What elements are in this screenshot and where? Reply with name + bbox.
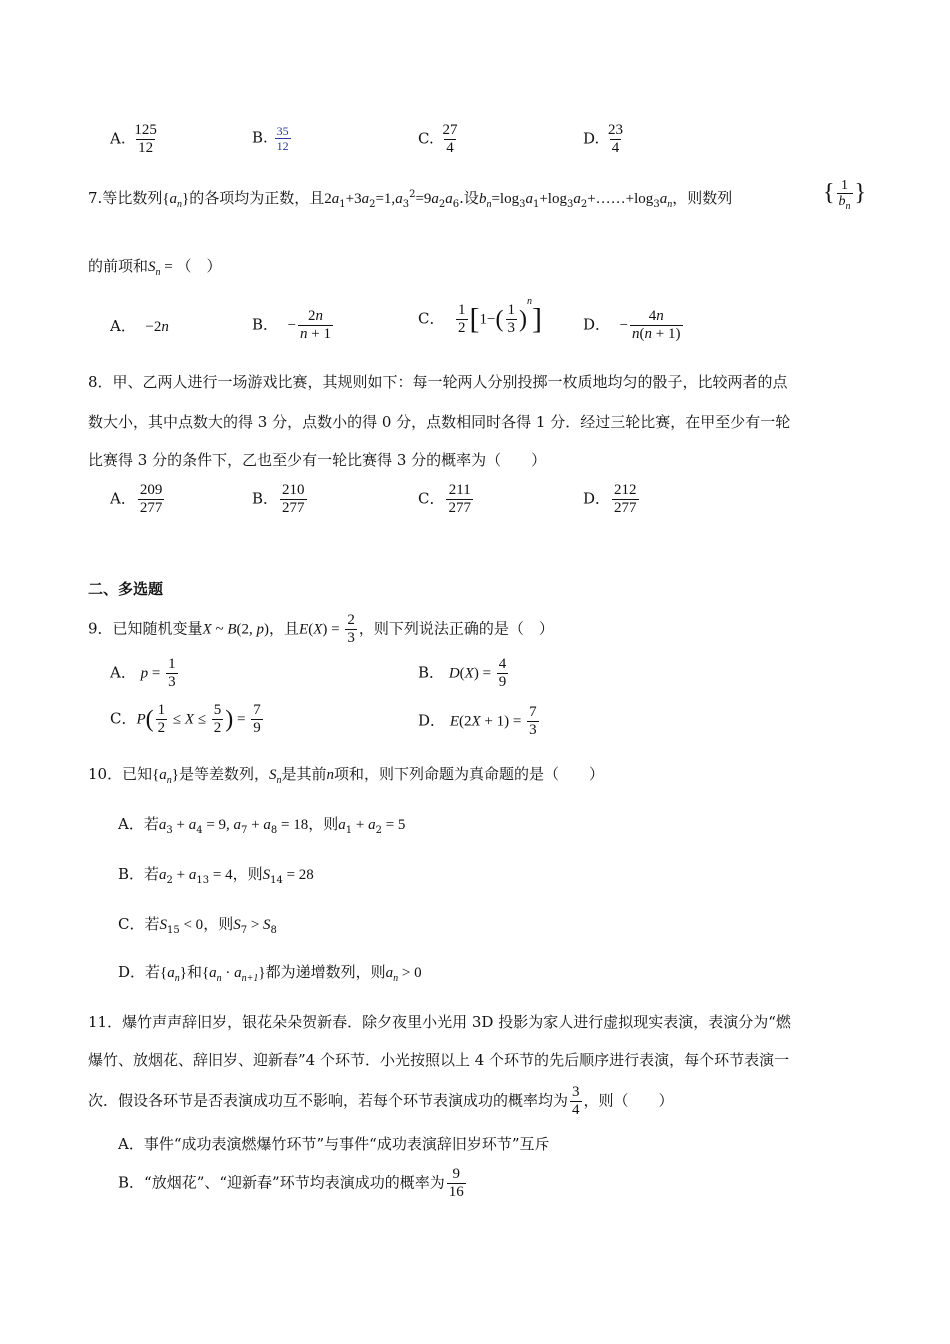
q11-option-a: A．事件“成功表演燃爆竹环节”与事件“成功表演辞旧岁环节”互斥 [118, 1135, 550, 1153]
q6-option-d: D. $\frac{23}{4}$ [583, 122, 624, 156]
q7-stem-line1: 7.等比数列$\{a_n\}$的各项均为正数，且$2a_1+3a_2=1,a_3^2=9a_2a_6$.设$b_n=\log_3a_1+\log_3a_2+\dots\dots+\log_3a_n$，则数列 [88, 189, 733, 210]
q7-option-b: B． − $\frac{2n}{n + 1}$ [252, 308, 332, 342]
q8-stem-line3: 比赛得 3 分的条件下，乙也至少有一轮比赛得 3 分的概率为（ ） [88, 451, 547, 469]
q8-option-a: A． $\frac{209}{277}$ [110, 482, 163, 516]
q8-option-b: B． $\frac{210}{277}$ [252, 482, 305, 516]
q9-option-b: B． D(X) = $\frac{4}{9}$ [418, 656, 507, 690]
q8-option-c: C． $\frac{211}{277}$ [418, 482, 471, 516]
q10-option-c: C．若$S_{15} < 0$，则$S_7 > S_8$ [118, 915, 277, 936]
q10-option-a: A．若$a_3 + a_4 = 9$, $a_7 + a_8 = 18$，则$a_1 + a_2 = 5$ [118, 815, 406, 836]
q7-option-d: D． − $\frac{4n}{n(n + 1)}$ [583, 308, 681, 342]
q7-seq-reciprocal: { $\frac{1}{b_n}$ } [823, 178, 867, 212]
q9-option-d: D． E(2X + 1) = $\frac{7}{3}$ [418, 704, 537, 738]
q8-option-d: D． $\frac{212}{277}$ [583, 482, 637, 516]
q9-option-a: A． p = $\frac{1}{3}$ [110, 656, 176, 690]
q7-option-c: C． $\frac{1}{2}$ [1−( $\frac{1}{3}$ )$^n$] [418, 296, 542, 336]
q7-stem-line2: 的前项和$S_n$ = （ ） [88, 257, 222, 278]
section-title: 二、多选题 [88, 580, 164, 598]
q10-option-b: B．若$a_2 + a_{13} = 4$，则$S_{14} = 28$ [118, 865, 314, 886]
q11-stem-line3: 次．假设各环节是否表演成功互不影响，若每个环节表演成功的概率均为 $\frac{3}{4}$ ，则（ ） [88, 1084, 674, 1118]
q10-stem: 10．已知$\{a_n\}$是等差数列，$S_n$是其前n项和，则下列命题为真命题的是（ ） [88, 765, 605, 786]
q6-option-a: A. $\frac{125}{12}$ [110, 122, 157, 156]
q9-stem: 9．已知随机变量X ~ B(2, p)，且E(X) = $\frac{2}{3}$ ，则下列说法正确的是（ ） [88, 612, 554, 646]
q11-option-b: B．“放烟花”、“迎新春”环节均表演成功的概率为 $\frac{9}{16}$ [118, 1166, 464, 1200]
q9-option-c: C．P( $\frac{1}{2}$ ≤ X ≤ $\frac{5}{2}$ ) = $\frac{7}{9}$ [110, 702, 261, 736]
q8-stem-line2: 数大小，其中点数大的得 3 分，点数小的得 0 分，点数相同时各得 1 分．经过三轮比赛，在甲至少有一轮 [88, 413, 791, 431]
q11-stem-line1: 11．爆竹声声辞旧岁，银花朵朵贺新春．除夕夜里小光用 3D 投影为家人进行虚拟现实表演，表演分为“燃 [88, 1013, 791, 1031]
q7-option-a: A． −2n [110, 317, 169, 335]
q11-stem-line2: 爆竹、放烟花、辞旧岁、迎新春”4 个环节．小光按照以上 4 个环节的先后顺序进行表演，每个环节表演一 [88, 1051, 790, 1069]
q6-option-c: C. $\frac{27}{4}$ [418, 122, 458, 156]
q8-stem-line1: 8．甲、乙两人进行一场游戏比赛，其规则如下：每一轮两人分别投掷一枚质地均匀的骰子，比较两者的点 [88, 373, 788, 391]
q6-option-b: B. $\frac{35}{12}$ [252, 124, 289, 153]
q10-option-d: D．若$\{a_n\}$和$\{a_n \cdot a_{n+1}\}$都为递增数列，则$a_n > 0$ [118, 963, 422, 984]
